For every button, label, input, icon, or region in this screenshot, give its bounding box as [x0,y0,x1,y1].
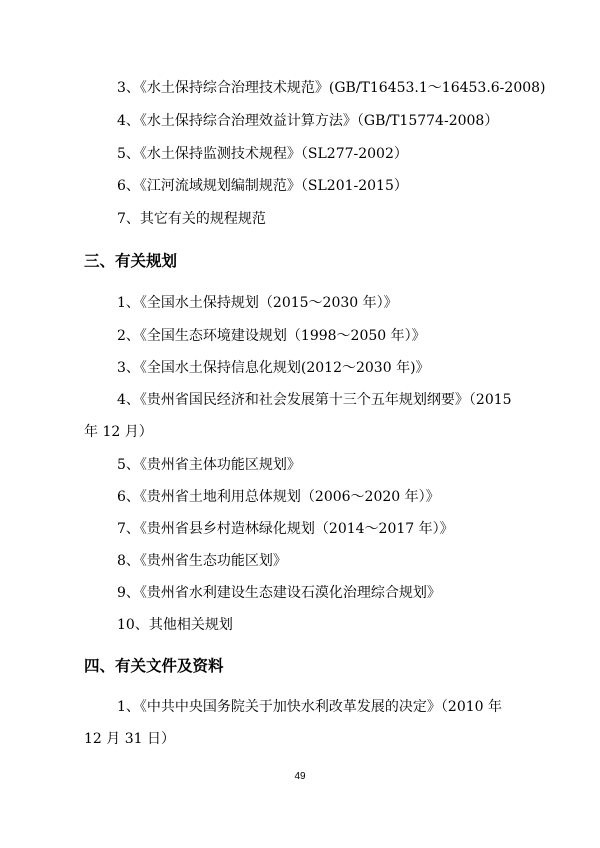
section-heading-documents: 四、有关文件及资料 [84,657,224,675]
standard-item-5: 5、《水土保持监测技术规程》（SL277-2002） [117,146,408,162]
section-heading-plans: 三、有关规划 [84,252,178,270]
page-number: 49 [294,771,306,782]
plan-item-10: 10、其他相关规划 [117,617,233,633]
plan-item-5: 5、《贵州省主体功能区规划》 [117,457,301,473]
plan-item-8: 8、《贵州省生态功能区划》 [117,553,287,569]
plan-item-9: 9、《贵州省水利建设生态建设石漠化治理综合规划》 [117,585,441,601]
plan-item-2: 2、《全国生态环境建设规划（1998～2050 年）》 [117,328,426,344]
plan-item-4-continuation: 年 12 月） [84,424,153,440]
plan-item-4: 4、《贵州省国民经济和社会发展第十三个五年规划纲要》（2015 [117,392,512,408]
standard-item-7: 7、其它有关的规程规范 [117,211,266,227]
plan-item-6: 6、《贵州省土地利用总体规划（2006～2020 年）》 [117,489,440,505]
standard-item-4: 4、《水土保持综合治理效益计算方法》（GB/T15774-2008） [117,113,499,129]
standard-item-6: 6、《江河流域规划编制规范》（SL201-2015） [117,178,408,194]
plan-item-7: 7、《贵州省县乡村造林绿化规划（2014～2017 年）》 [117,521,454,537]
plan-item-1: 1、《全国水土保持规划（2015～2030 年）》 [117,295,398,311]
standard-item-3: 3、《水土保持综合治理技术规范》(GB/T16453.1～16453.6-2008) [117,80,546,96]
plan-item-3: 3、《全国水土保持信息化规划(2012～2030 年)》 [117,360,430,376]
document-item-1-continuation: 12 月 31 日） [84,731,175,747]
document-item-1: 1、《中共中央国务院关于加快水利改革发展的决定》（2010 年 [117,699,502,715]
